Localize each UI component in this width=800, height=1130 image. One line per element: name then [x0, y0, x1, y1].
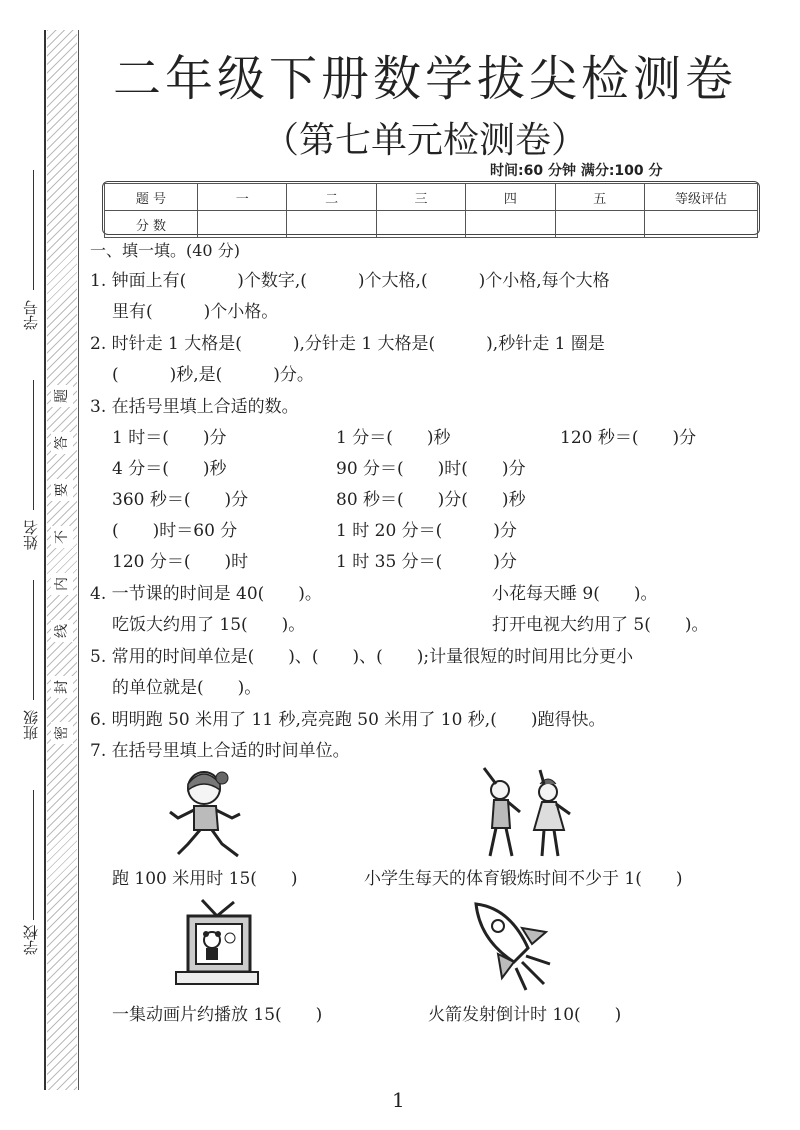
score-cell[interactable] [555, 211, 644, 238]
q3-cell: 4 分＝( )秒 [112, 459, 227, 479]
question-5-line2: 的单位就是( )。 [112, 678, 262, 698]
seal-char: 内 [51, 573, 73, 595]
seal-char: 线 [51, 620, 73, 642]
question-3-title: 3. 在括号里填上合适的数。 [90, 397, 299, 417]
seal-char: 答 [51, 432, 73, 454]
question-1-line2: 里有( )个小格。 [112, 302, 279, 322]
q3-cell: 1 时 20 分＝( )分 [336, 521, 517, 541]
school-label: 学校 [22, 925, 40, 955]
q3-cell: ( )时＝60 分 [112, 521, 238, 541]
score-header-cell: 等级评估 [645, 184, 758, 211]
score-header-cell: 四 [466, 184, 555, 211]
score-table [104, 183, 758, 238]
television-illustration [172, 898, 262, 990]
student-id-label: 学号 [22, 300, 40, 330]
name-line [33, 380, 34, 510]
class-line [33, 580, 34, 700]
score-row-label: 分 数 [105, 211, 198, 238]
score-header-cell: 五 [555, 184, 644, 211]
seal-char: 封 [51, 676, 73, 698]
score-cell[interactable] [287, 211, 376, 238]
student-id-line [33, 170, 34, 290]
name-label: 姓名 [22, 520, 40, 550]
question-5-line1: 5. 常用的时间单位是( )、( )、( );计量很短的时间用比分更小 [90, 647, 634, 667]
q7-item-1: 跑 100 米用时 15( ) [112, 869, 298, 889]
question-7-title: 7. 在括号里填上合适的时间单位。 [90, 741, 350, 761]
seal-char: 密 [51, 722, 73, 744]
score-header-cell: 题 号 [105, 184, 198, 211]
question-4c: 吃饭大约用了 15( )。 [112, 615, 306, 635]
score-header-cell: 三 [376, 184, 465, 211]
score-cell[interactable] [645, 211, 758, 238]
score-cell[interactable] [198, 211, 287, 238]
section-heading: 一、填一填。(40 分) [90, 241, 240, 260]
q3-cell: 90 分＝( )时( )分 [336, 459, 526, 479]
q3-cell: 1 时＝( )分 [112, 428, 227, 448]
q7-item-3: 一集动画片约播放 15( ) [112, 1005, 323, 1025]
score-cell[interactable] [466, 211, 555, 238]
binding-line [44, 30, 46, 1090]
seal-char: 题 [51, 385, 73, 407]
score-header-cell: 一 [198, 184, 287, 211]
q7-item-4: 火箭发射倒计时 10( ) [428, 1005, 622, 1025]
q3-cell: 1 时 35 分＝( )分 [336, 552, 517, 572]
question-1-line1: 1. 钟面上有( )个数字,( )个大格,( )个小格,每个大格 [90, 271, 610, 291]
exercising-kids-illustration [470, 766, 590, 862]
class-label: 班级 [22, 710, 40, 740]
time-info: 时间:60 分钟 满分:100 分 [490, 163, 663, 179]
question-4d: 打开电视大约用了 5( )。 [492, 615, 709, 635]
question-4a: 4. 一节课的时间是 40( )。 [90, 584, 322, 604]
score-header-cell: 二 [287, 184, 376, 211]
score-cell[interactable] [376, 211, 465, 238]
question-2-line2: ( )秒,是( )分。 [112, 365, 314, 385]
q3-cell: 120 分＝( )时 [112, 552, 249, 572]
q3-cell: 1 分＝( )秒 [336, 428, 451, 448]
school-line [33, 790, 34, 920]
question-6: 6. 明明跑 50 米用了 11 秒,亮亮跑 50 米用了 10 秒,( )跑得快。 [90, 710, 606, 730]
binding-hatch [47, 30, 77, 1090]
q3-cell: 120 秒＝( )分 [560, 428, 697, 448]
running-girl-illustration [160, 768, 260, 860]
page-subtitle: （第七单元检测卷） [262, 120, 587, 161]
q7-item-2: 小学生每天的体育锻炼时间不少于 1( ) [364, 869, 683, 889]
binding-line-inner [78, 30, 79, 1090]
page-title: 二年级下册数学拔尖检测卷 [112, 51, 737, 107]
q3-cell: 80 秒＝( )分( )秒 [336, 490, 526, 510]
seal-char: 要 [51, 479, 73, 501]
seal-char: 不 [51, 526, 73, 548]
question-4b: 小花每天睡 9( )。 [492, 584, 658, 604]
page-number: 1 [392, 1088, 405, 1112]
question-2-line1: 2. 时针走 1 大格是( ),分针走 1 大格是( ),秒针走 1 圈是 [90, 334, 605, 354]
rocket-illustration [470, 898, 560, 994]
q3-cell: 360 秒＝( )分 [112, 490, 249, 510]
